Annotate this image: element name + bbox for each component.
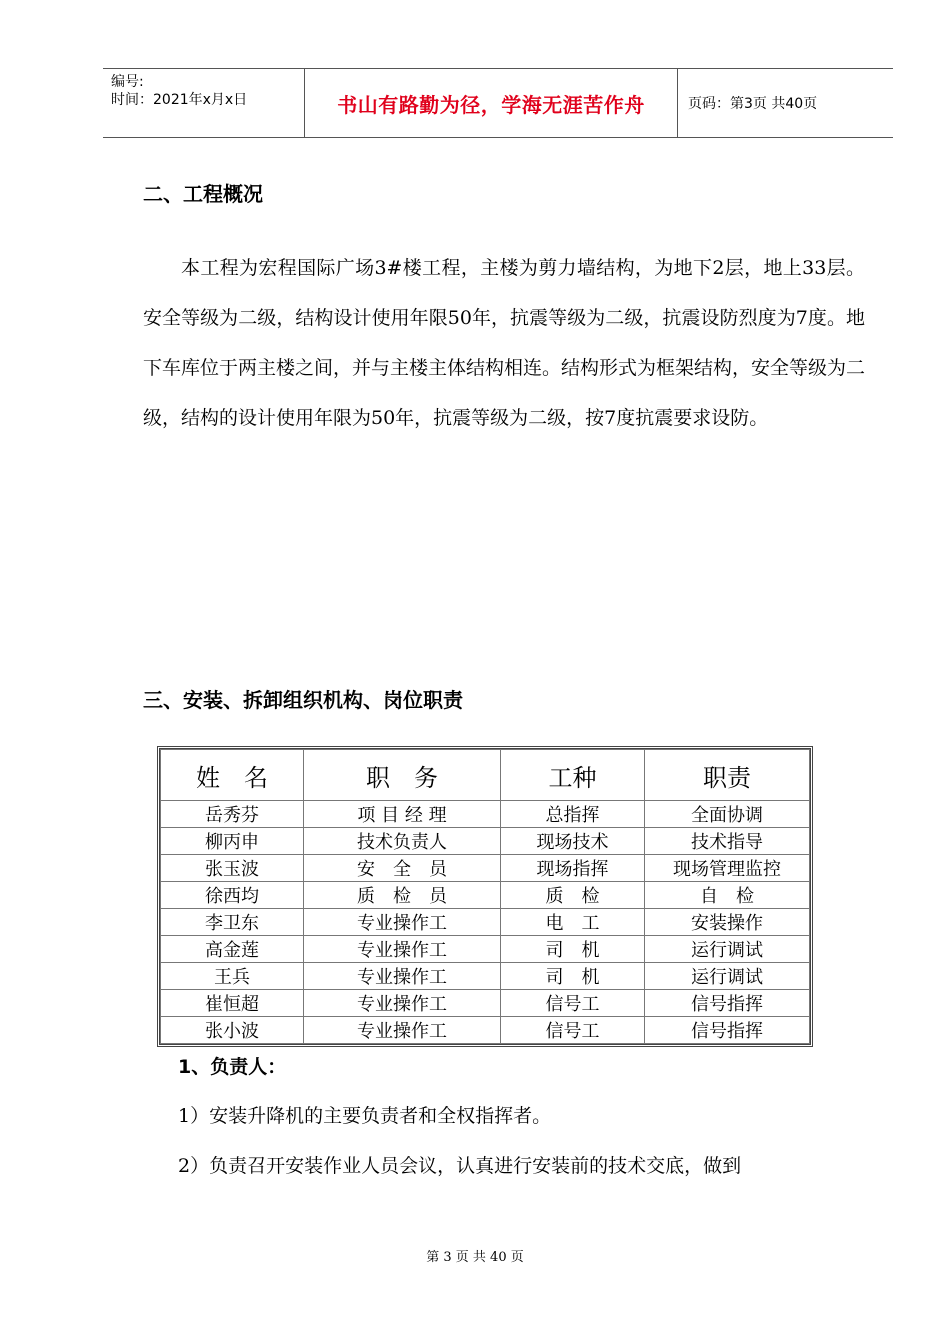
cell-position: 专业操作工 [304,1017,501,1044]
cell-duty: 运行调试 [645,936,810,963]
table-row [161,882,810,909]
cell-trade: 总指挥 [501,801,645,828]
cell-trade: 电 工 [501,909,645,936]
cell-position: 专业操作工 [304,963,501,990]
table-row [161,801,810,828]
cell-name: 崔恒超 [161,990,304,1017]
cell-duty: 运行调试 [645,963,810,990]
section-title-organization: 三、安装、拆卸组织机构、岗位职责 [143,688,463,712]
cell-position: 专业操作工 [304,909,501,936]
cell-position: 质 检 员 [304,882,501,909]
cell-position: 项 目 经 理 [304,801,501,828]
cell-position: 专业操作工 [304,990,501,1017]
cell-position: 安 全 员 [304,855,501,882]
time-label: 时间：2021年x月x日 [111,92,248,108]
cell-duty: 全面协调 [645,801,810,828]
header-trade: 工种 [501,750,645,801]
cell-trade: 司 机 [501,963,645,990]
cell-name: 徐西均 [161,882,304,909]
cell-trade: 质 检 [501,882,645,909]
cell-trade: 司 机 [501,936,645,963]
cell-name: 高金莲 [161,936,304,963]
cell-trade: 信号工 [501,990,645,1017]
number-label: 编号: [111,74,144,90]
staff-table [157,746,813,1047]
header-position: 职 务 [304,750,501,801]
cell-trade: 信号工 [501,1017,645,1044]
cell-duty: 现场管理监控 [645,855,810,882]
cell-duty: 安装操作 [645,909,810,936]
page-header [103,68,893,138]
cell-duty: 技术指导 [645,828,810,855]
cell-trade: 现场技术 [501,828,645,855]
overview-paragraph: 本工程为宏程国际广场3#楼工程，主楼为剪力墙结构，为地下2层，地上33层。安全等级为二级，结构设计使用年限50年，抗震等级为二级，抗震设防烈度为7度。地下车库位于两主楼之间，并与主楼主体结构相连。结构形式为框架结构，安全等级为二级，结构的设计使用年限为50年，抗震等级为二级，按7度抗震要求设防。 [143,257,866,429]
table-row [161,1017,810,1044]
header-duty: 职责 [645,750,810,801]
cell-name: 王兵 [161,963,304,990]
table-row [161,936,810,963]
cell-position: 专业操作工 [304,936,501,963]
table-row [161,963,810,990]
cell-name: 柳丙申 [161,828,304,855]
cell-name: 张小波 [161,1017,304,1044]
table-row [161,855,810,882]
header-motto: 书山有路勤为径，学海无涯苦作舟 [305,69,678,137]
cell-position: 技术负责人 [304,828,501,855]
subsection-title: 1、负责人： [178,1056,287,1078]
cell-trade: 现场指挥 [501,855,645,882]
header-name: 姓 名 [161,750,304,801]
table-row [161,909,810,936]
section-title-overview: 二、工程概况 [143,182,263,206]
cell-duty: 信号指挥 [645,1017,810,1044]
table-header-row [161,750,810,801]
cell-name: 张玉波 [161,855,304,882]
item-1: 1）安装升降机的主要负责者和全权指挥者。 [178,1105,552,1127]
table-row [161,828,810,855]
table-row [161,990,810,1017]
item-2: 2）负责召开安装作业人员会议，认真进行安装前的技术交底，做到 [178,1155,742,1177]
cell-name: 李卫东 [161,909,304,936]
header-meta [103,69,305,137]
cell-duty: 信号指挥 [645,990,810,1017]
header-page-label: 页码：第3页 共40页 [688,96,818,112]
table-body [161,801,810,1044]
cell-name: 岳秀芬 [161,801,304,828]
cell-duty: 自 检 [645,882,810,909]
page-footer: 第 3 页 共 40 页 [426,1250,524,1265]
